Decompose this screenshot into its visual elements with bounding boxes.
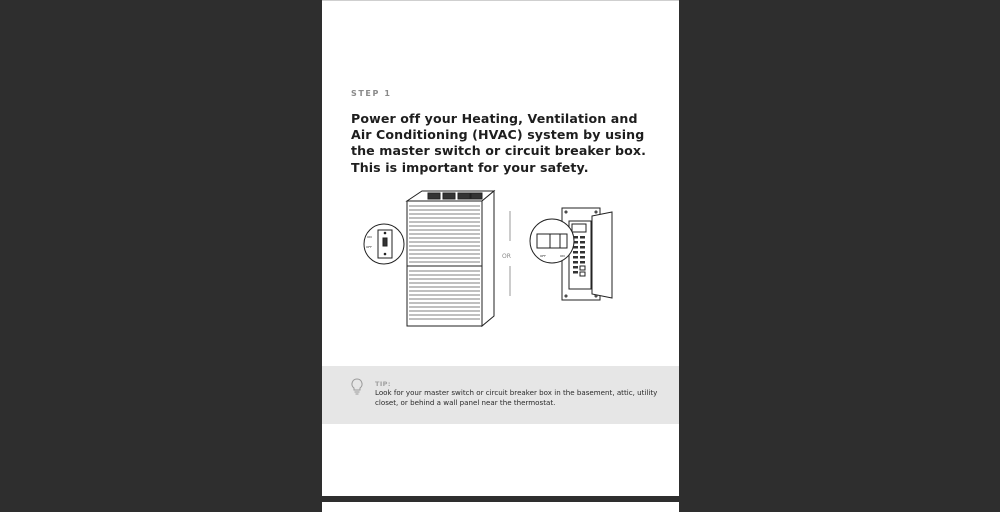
next-page-edge	[322, 502, 679, 512]
svg-text:OR: OR	[502, 253, 511, 260]
tip-label: TIP:	[375, 380, 391, 388]
svg-text:ON: ON	[560, 254, 565, 258]
breaker-switch-icon	[530, 219, 574, 263]
svg-text:OFF: OFF	[366, 245, 372, 249]
svg-text:OFF: OFF	[540, 254, 546, 258]
hvac-illustration	[362, 186, 642, 331]
lightbulb-icon	[350, 378, 364, 396]
tip-text: Look for your master switch or circuit breaker box in the basement, attic, utility closet, or behind a wall panel near the thermostat.	[375, 388, 658, 407]
master-switch-icon	[364, 224, 404, 264]
step-label: STEP 1	[351, 89, 392, 98]
step-instruction: Power off your Heating, Ventilation and Air Conditioning (HVAC) system by using the master switch or circuit breaker box. This is important for your safety.	[351, 111, 646, 175]
tip-box	[322, 366, 679, 424]
document-page	[322, 0, 679, 496]
svg-text:ON: ON	[367, 235, 372, 239]
hvac-unit-icon	[407, 191, 494, 326]
